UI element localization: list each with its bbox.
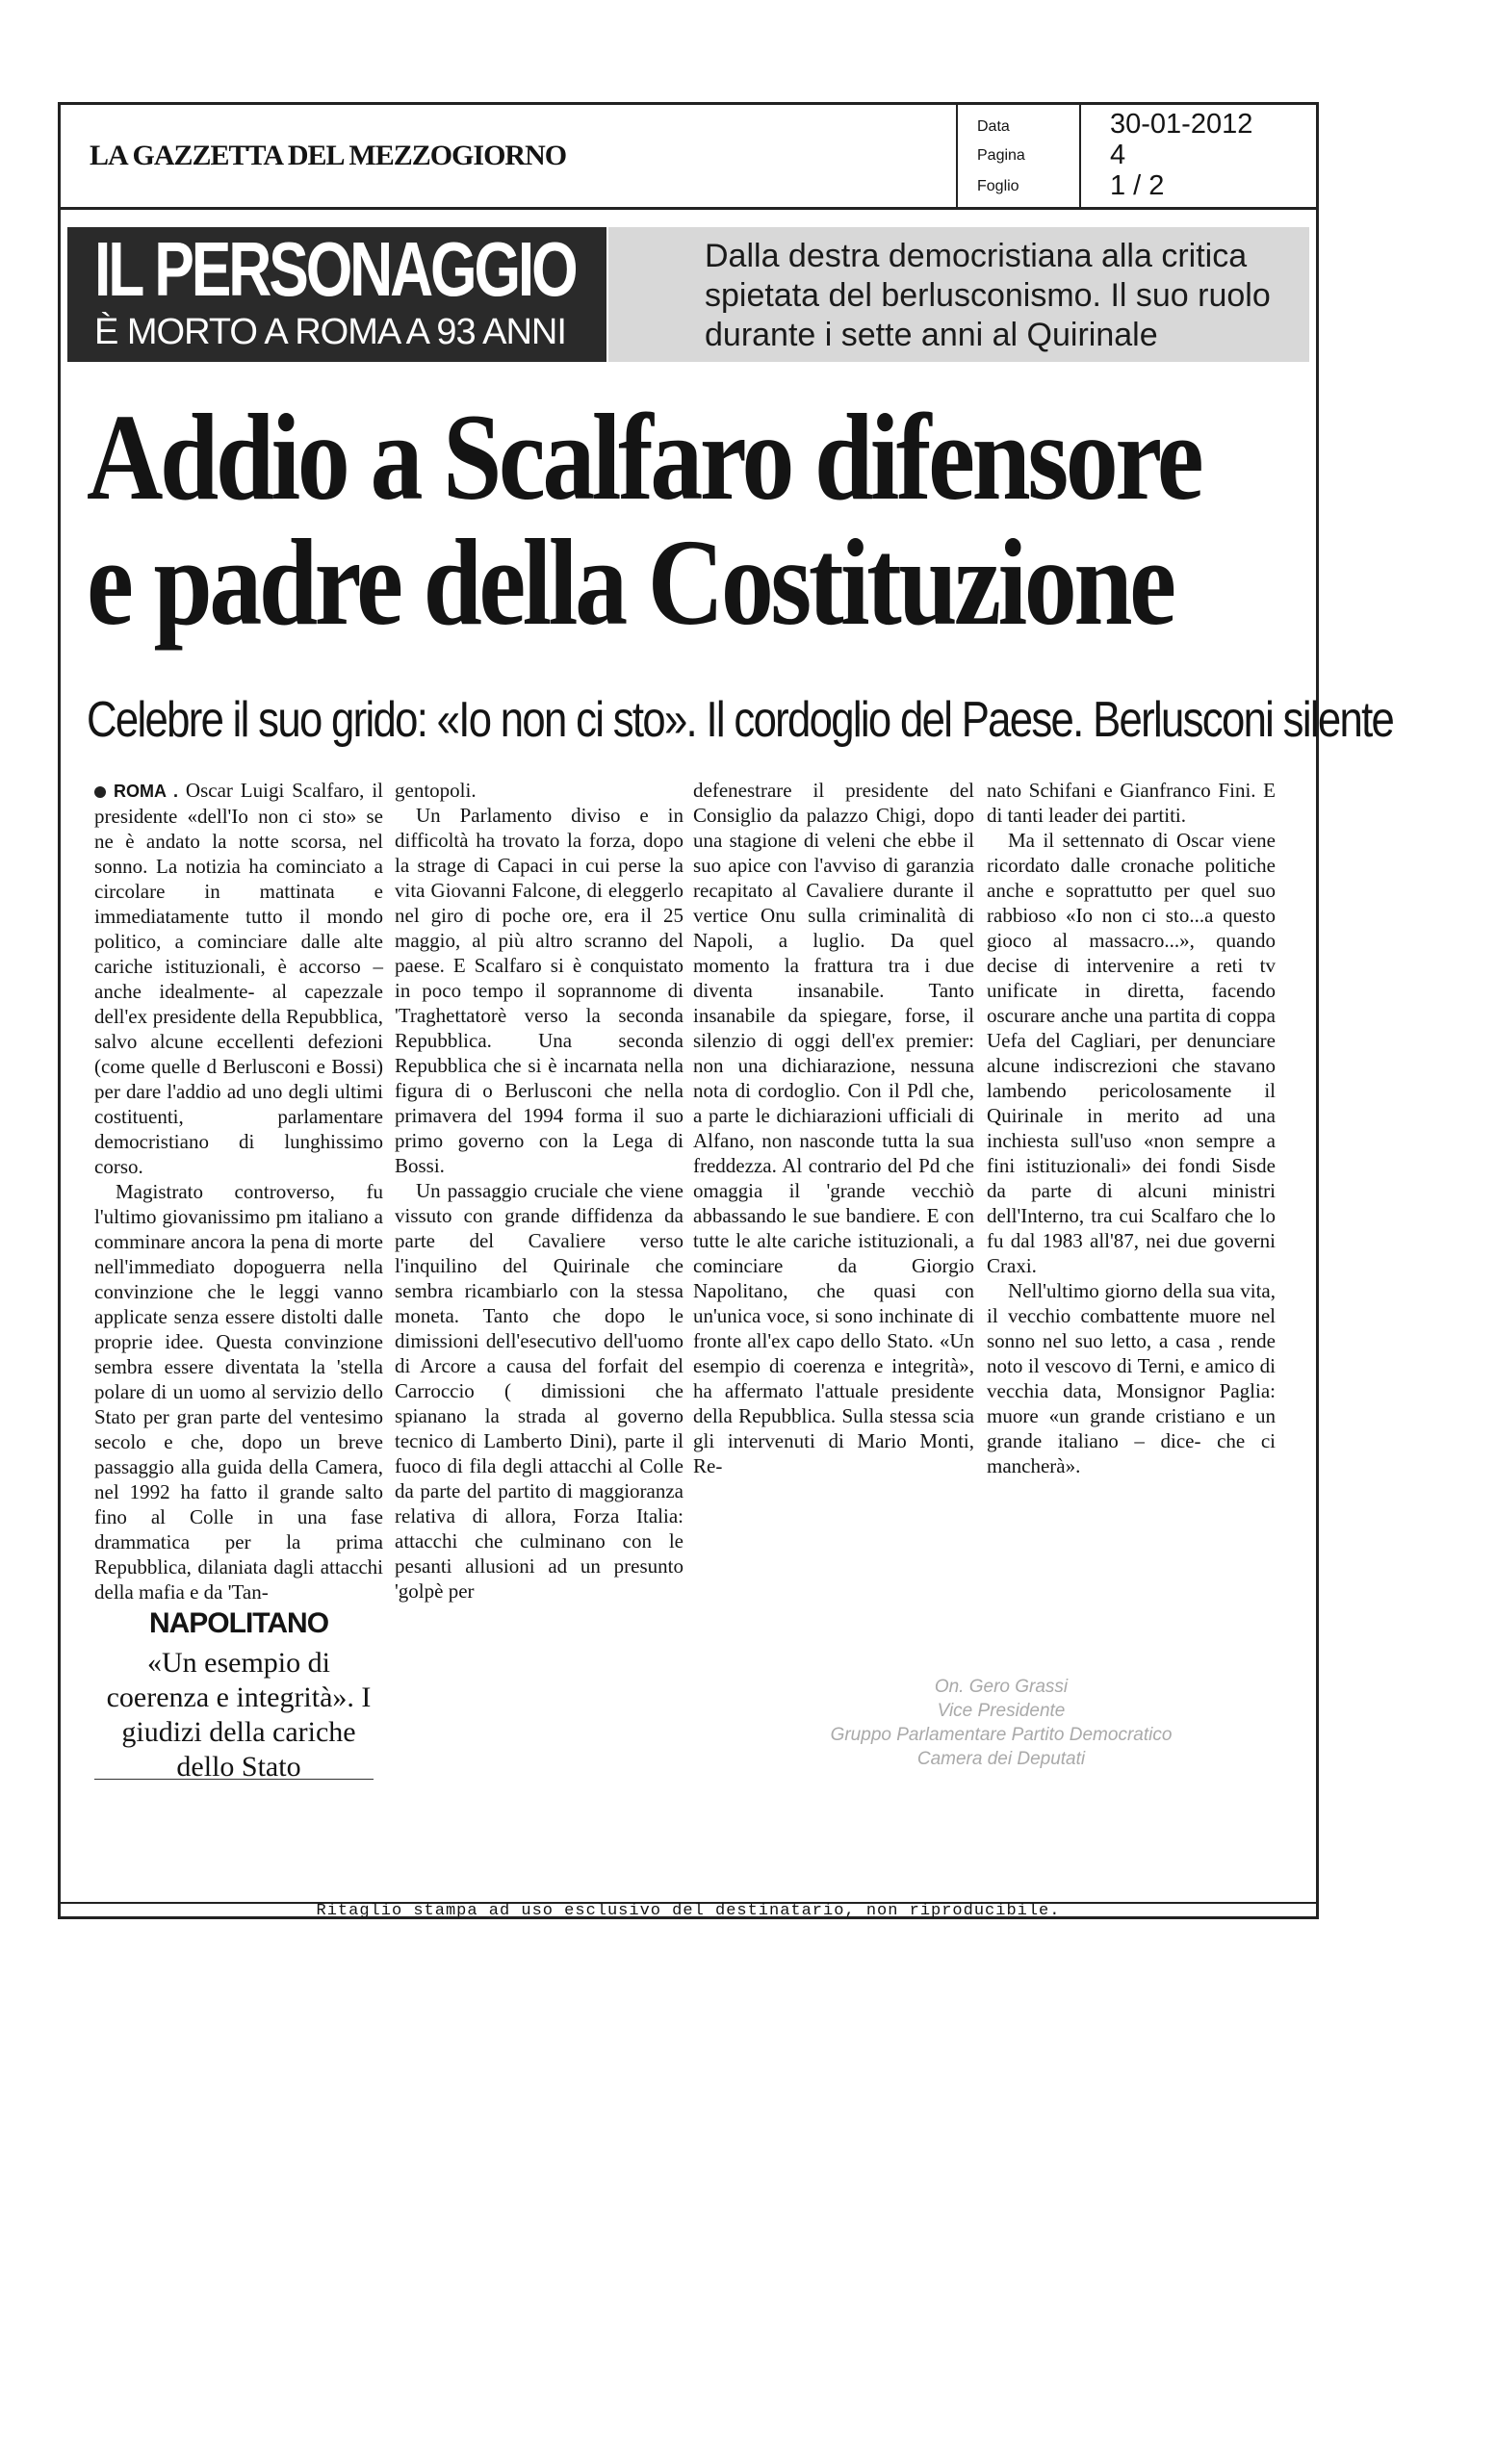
meta-values [1091,105,1318,207]
kicker-summary-box [608,227,1309,362]
stamp-line: On. Gero Grassi [934,1677,1069,1697]
headline-line1: Addio a Scalfaro difensore [87,389,1201,526]
paragraph-text: Oscar Luigi Scalfaro, il presidente «dell'Io non ci sto» se ne è andato la notte scorsa, nel sonno. La notizia ha cominciato a circolare in mattinata e immediatamente tutto il mondo politico, a cominciare dalle alte cariche istituzionali, è accorso – anche idealmente- al capezzale dell'ex presidente della Repubblica, salvo alcune eccellenti defezioni (come quelle d Berlusconi e Bossi) per dare l'addio ad uno degli ultimi costituenti, parlamentare democristiano di lunghissimo corso. [94,779,384,1178]
subheadline: Celebre il suo grido: «Io non ci sto». Il cordoglio del Paese. Berlusconi silente [87,692,1394,748]
meta-labels [956,105,1081,207]
bullet-icon [94,786,106,798]
stamp-line: Gruppo Parlamentare Partito Democratico [830,1725,1173,1745]
article-column-3 [693,778,974,1478]
sidebar-divider [94,1779,374,1780]
article-paragraph [94,778,383,1179]
date-label: Data [977,118,1010,135]
article-paragraph: Un passaggio cruciale che viene vissuto con grande diffidenza da parte del Cavaliere verso l'inquilino del Quirinale che sembra ricambiarlo con la stessa moneta. Tanto che dopo le dimissioni dell'esecutivo dell'uomo di Arcore a causa del forfait del Carroccio ( dimissioni che spianano la strada al governo tecnico di Lamberto Dini), parte il fuoco di fila degli attacchi al Colle da parte del partito di maggioranza relativa di allora, Forza Italia: attacchi che culminano con le pesanti allusioni ad un presunto 'golpè per [395,1179,684,1603]
masthead: LA GAZZETTA DEL MEZZOGIORNO [90,140,567,171]
kicker-subtitle: È MORTO A ROMA A 93 ANNI [94,312,566,352]
footer [58,1902,1319,1921]
page-label: Pagina [977,147,1025,164]
article-paragraph: defenestrare il presidente del Consiglio da palazzo Chigi, dopo una stagione di veleni che ebbe il suo apice con l'avviso di garanzia recapitato al Cavaliere durante il vertice Onu sulla criminalità di Napoli, a luglio. Da quel momento la frattura tra i due diventa insanabile. Tanto insanabile da spiegare, forse, il silenzio di oggi dell'ex premier: non una dichiarazione, nessuna nota di cordoglio. Con il Pdl che, a parte le dichiarazioni ufficiali di Alfano, non nasconde tutta la sua freddezza. Al contrario del Pd che omaggia il 'grande vecchiò abbassando le sue bandiere. E con tutte le alte cariche istituzionali, a cominciare da Giorgio Napolitano, che quasi con un'unica voce, si sono inchinate di fronte all'ex capo dello Stato. «Un esempio di coerenza e integrità», ha affermato l'attuale presidente della Repubblica. Sulla stessa scia gli intervenuti di Mario Monti, Re- [693,779,974,1477]
article-paragraph: Un Parlamento diviso e in difficoltà ha trovato la forza, dopo la strage di Capaci in cui perse la vita Giovanni Falcone, di eleggerlo nel giro di poche ore, era il 25 maggio, al più altro scranno del paese. E Scalfaro si è conquistato in poco tempo il soprannome di 'Traghettatorè verso la seconda Repubblica. Una seconda Repubblica che si è incarnata nella figura di o Berlusconi che nella primavera del 1994 forma il suo primo governo con la Lega di Bossi. [395,804,684,1177]
page-value: 4 [1110,140,1126,170]
headline-line2: e padre della Costituzione [87,514,1174,651]
article-paragraph: gentopoli. [395,779,477,802]
dateline: ROMA . [114,782,178,801]
article-paragraph: Nell'ultimo giorno della sua vita, il vecchio combattente muore nel sonno nel suo letto, a casa , rende noto il vescovo di Terni, e amico di vecchia data, Monsignor Paglia: muore «un grande cristiano e un grande italiano – dice- che ci mancherà». [987,1279,1276,1477]
kicker-banner [67,227,606,362]
sidebar-title: NAPOLITANO [148,1607,329,1639]
footer-text: Ritaglio stampa ad uso esclusivo del destinatario, non riproducibile. [316,1902,1061,1920]
headline [87,389,1300,651]
article-column-1 [94,778,383,1604]
article-paragraph: Magistrato controverso, fu l'ultimo giovanissimo pm italiano a comminare ancora la pena di morte nell'immediato dopoguerra nella convinzione che le leggi vanno applicate senza essere distolti dalle proprie idee. Questa convinzione sembra essere diventata la 'stella polare di un uomo al servizio dello Stato per gran parte del ventesimo secolo e che, dopo un breve passaggio alla guida della Camera, nel 1992 ha fatto il grande salto fino al Colle in una fase drammatica per la prima Repubblica, dilaniata dagli attacchi della mafia e da 'Tan- [94,1180,383,1604]
article-column-4 [987,778,1276,1478]
sidebar-body: «Un esempio di coerenza e integrità». I giudizi della cariche dello Stato [106,1647,372,1783]
header-box [58,102,1319,210]
kicker-summary: Dalla destra democristiana alla critica spietata del berlusconismo. Il suo ruolo durante i sette anni al Quirinale [705,238,1271,353]
sidebar-box [94,1607,383,1784]
sheet-value: 1 / 2 [1110,170,1165,201]
date-value: 30-01-2012 [1110,109,1253,140]
stamp-line: Camera dei Deputati [916,1749,1086,1769]
article-column-2 [395,778,684,1604]
office-stamp [799,1675,1203,1771]
article-paragraph: Ma il settennato di Oscar viene ricordato dalle cronache politiche anche e soprattutto per quel suo rabbioso «Io non ci sto...a questo gioco al massacro...», quando decise di intervenire a reti tv unificate in diretta, facendo oscurare anche una partita di coppa Uefa del Cagliari, per denunciare alcune indiscrezioni che stavano lambendo pericolosamente il Quirinale in merito ad una inchiesta sull'uso «non sempre a fini istituzionali» dei fondi Sisde da parte di alcuni ministri dell'Interno, tra cui Scalfaro che lo fu dal 1983 all'87, nei due governi Craxi. [987,829,1276,1277]
kicker-title: IL PERSONAGGIO [94,227,576,312]
stamp-line: Vice Presidente [937,1701,1066,1721]
article-paragraph: nato Schifani e Gianfranco Fini. E di tanti leader dei partiti. [987,779,1276,827]
sheet-label: Foglio [977,178,1019,194]
